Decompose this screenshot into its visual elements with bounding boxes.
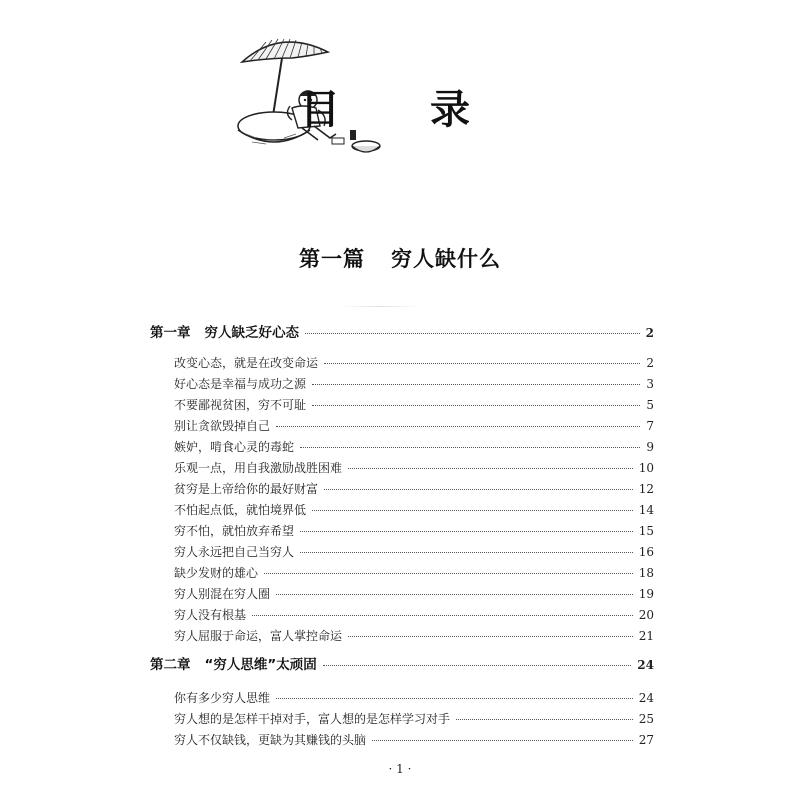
page-number: 14 — [638, 503, 654, 517]
page-number: 7 — [646, 419, 654, 433]
page-number: 9 — [646, 440, 654, 454]
entry-title: 穷人没有根基 — [174, 608, 247, 622]
page-number: 10 — [638, 461, 654, 475]
dot-leader — [300, 531, 633, 532]
entry-title: 别让贪欲毁掉自己 — [174, 419, 271, 433]
toc-entry[interactable] — [174, 688, 654, 708]
entry-title: 穷人别混在穷人圈 — [174, 587, 271, 601]
entry-title: 穷人屈服于命运，富人掌控命运 — [174, 629, 343, 643]
toc-entry[interactable] — [174, 353, 654, 373]
page-number: 24 — [638, 691, 654, 705]
page-number: 3 — [646, 377, 654, 391]
dot-leader — [312, 405, 640, 406]
toc-title-char-2: 录 — [430, 87, 470, 133]
entry-title: 穷人想的是怎样干掉对手，富人想的是怎样学习对手 — [174, 712, 451, 726]
dot-leader — [312, 510, 633, 511]
dot-leader — [312, 384, 640, 385]
toc-chapter-1[interactable] — [150, 322, 654, 344]
page-number: 27 — [638, 733, 654, 747]
chapter-title: “穷人思维”太顽固 — [204, 657, 317, 673]
toc-entry[interactable] — [174, 395, 654, 415]
entry-title: 不怕起点低，就怕境界低 — [174, 503, 307, 517]
entry-title: 不要鄙视贫困，穷不可耻 — [174, 398, 307, 412]
dot-leader — [324, 489, 633, 490]
dot-leader — [276, 594, 633, 595]
chapter-label: 第二章 — [150, 657, 191, 673]
dot-leader — [323, 665, 632, 666]
dot-leader — [276, 698, 633, 699]
dot-leader — [348, 636, 633, 637]
toc-entry[interactable] — [174, 416, 654, 436]
toc-chapter-2[interactable] — [150, 654, 654, 676]
page-number: 18 — [638, 566, 654, 580]
entry-title: 乐观一点，用自我激励战胜困难 — [174, 461, 343, 475]
toc-entry[interactable] — [174, 479, 654, 499]
dot-leader — [348, 468, 633, 469]
dot-leader — [372, 740, 633, 741]
toc-entry[interactable] — [174, 458, 654, 478]
entry-title: 改变心态，就是在改变命运 — [174, 356, 319, 370]
dot-leader — [300, 552, 633, 553]
page-footer-number: · 1 · — [388, 762, 412, 776]
entry-title: 你有多少穷人思维 — [174, 691, 271, 705]
toc-entry[interactable] — [174, 542, 654, 562]
page-number: 21 — [638, 629, 654, 643]
toc-entry[interactable] — [174, 709, 654, 729]
entry-title: 贫穷是上帝给你的最好财富 — [174, 482, 319, 496]
toc-title-char-1: 目 — [300, 87, 340, 133]
dot-leader — [305, 333, 640, 334]
toc-entry[interactable] — [174, 605, 654, 625]
umbrella-canopy-icon — [242, 42, 328, 62]
toc-entry[interactable] — [174, 626, 654, 646]
page-number: 2 — [645, 326, 654, 340]
part-name: 穷人缺什么 — [391, 247, 501, 271]
toc-entry[interactable] — [174, 437, 654, 457]
chapter-title: 穷人缺乏好心态 — [204, 325, 299, 341]
page-number: 24 — [637, 658, 654, 672]
toc-entry[interactable] — [174, 374, 654, 394]
toc-entry[interactable] — [174, 500, 654, 520]
chapter-heading — [150, 322, 299, 344]
page-number: 5 — [646, 398, 654, 412]
dot-leader — [300, 447, 640, 448]
entry-title: 穷不怕，就怕放弃希望 — [174, 524, 295, 538]
page-number: 12 — [638, 482, 654, 496]
part-label: 第一篇 — [299, 247, 365, 271]
page-number: 25 — [638, 712, 654, 726]
entry-title: 嫉妒，啃食心灵的毒蛇 — [174, 440, 295, 454]
page-number: 19 — [638, 587, 654, 601]
toc-entry[interactable] — [174, 521, 654, 541]
toc-entry[interactable] — [174, 730, 654, 750]
toc-title — [300, 86, 470, 134]
toc-entry[interactable] — [174, 584, 654, 604]
page-number: 20 — [638, 608, 654, 622]
page-number: 16 — [638, 545, 654, 559]
page-number: 2 — [646, 356, 654, 370]
part-title — [0, 244, 800, 274]
toc-entry[interactable] — [174, 563, 654, 583]
entry-title: 穷人不仅缺钱，更缺为其赚钱的头脑 — [174, 733, 367, 747]
dot-leader — [276, 426, 640, 427]
entry-title: 缺少发财的雄心 — [174, 566, 259, 580]
dot-leader — [252, 615, 633, 616]
dot-leader — [456, 719, 633, 720]
chapter-label: 第一章 — [150, 325, 191, 341]
entry-title: 好心态是幸福与成功之源 — [174, 377, 307, 391]
dot-leader — [264, 573, 633, 574]
entry-title: 穷人永远把自己当穷人 — [174, 545, 295, 559]
dot-leader — [324, 363, 640, 364]
chapter-heading — [150, 654, 317, 676]
page-number: 15 — [638, 524, 654, 538]
divider — [340, 306, 420, 307]
